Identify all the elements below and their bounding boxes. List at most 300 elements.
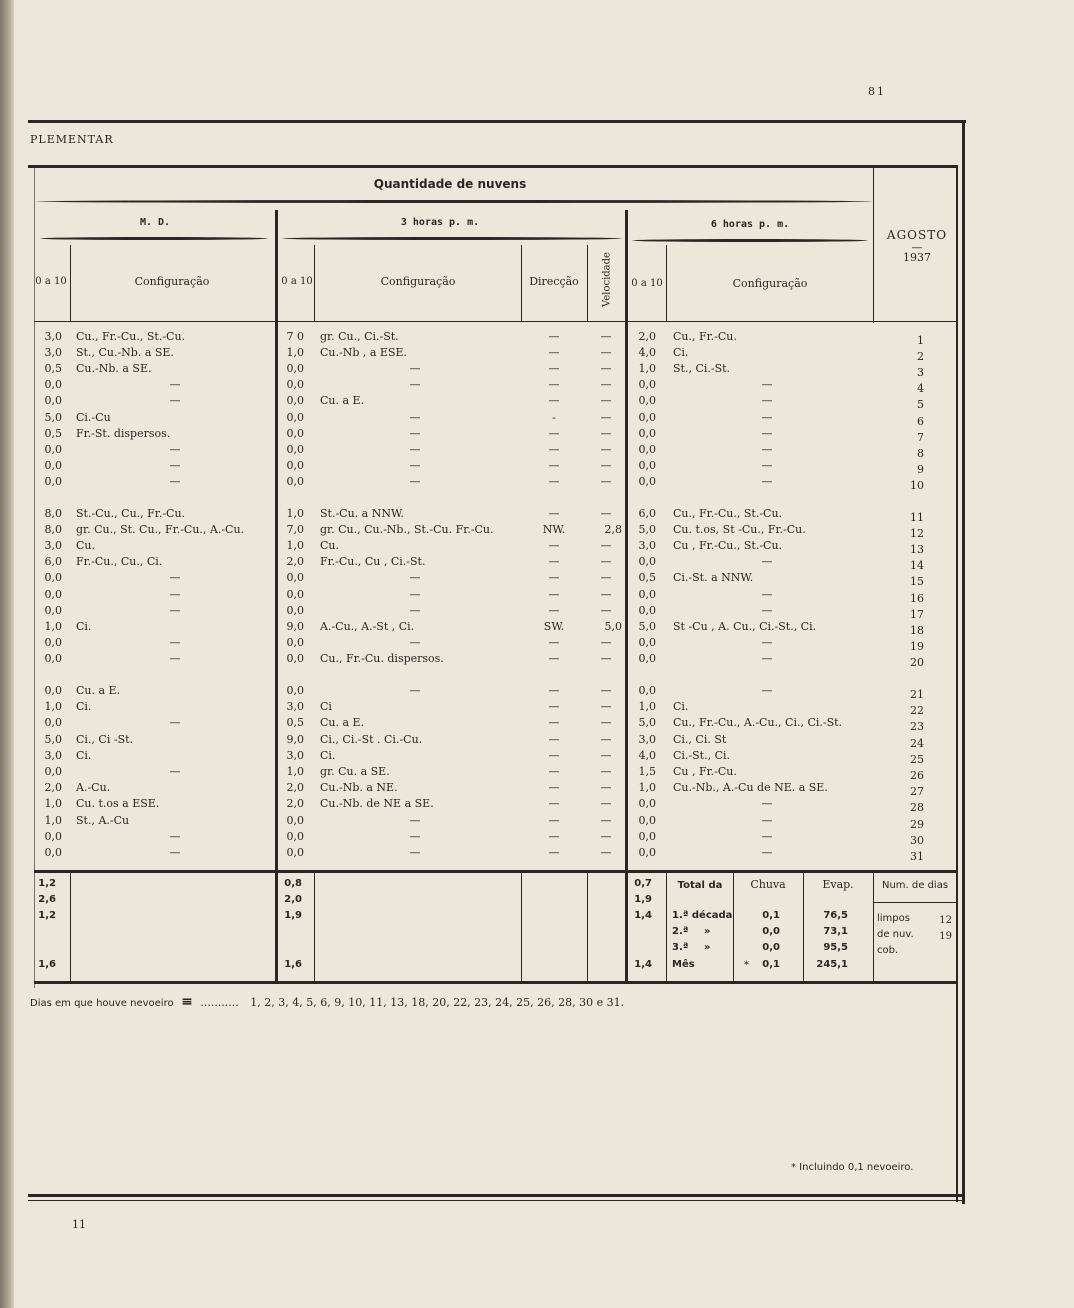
day-number: 11 (910, 511, 924, 524)
h3-header: 3 horas p. m. (400, 217, 480, 228)
md-config: — (169, 475, 181, 488)
main-header: Quantidade de nuvens (373, 177, 527, 191)
sum-rule-9 (803, 873, 804, 981)
month-col-rule (873, 168, 874, 323)
md-config: — (169, 378, 181, 391)
day-number: 12 (910, 527, 924, 540)
md-header: M. D. (139, 217, 171, 228)
h3-direction: NW. (542, 523, 566, 536)
h3-direction: — (548, 330, 560, 343)
totals-row-label: Mês (672, 959, 695, 970)
h3-quantity: 1,0 (286, 765, 304, 778)
md-quantity: 5,0 (44, 733, 62, 746)
h3-config: Cu., Fr.-Cu. dispersos. (320, 652, 444, 665)
h6-config: — (761, 684, 773, 697)
md-quantity: 3,0 (44, 330, 62, 343)
h6-config: Cu., Fr.-Cu., A.-Cu., Ci., Ci.-St. (673, 716, 843, 729)
h6-quantity: 4,0 (638, 346, 656, 359)
h3-quantity: 0,0 (286, 394, 304, 407)
day-number: 22 (910, 704, 924, 717)
totals-header-label: Total da (677, 880, 723, 891)
md-quantity: 3,0 (44, 749, 62, 762)
h3-quantity: 1,0 (286, 507, 304, 520)
md-quantity: 0,0 (44, 765, 62, 778)
h3-quantity: 7,0 (286, 523, 304, 536)
md-quantity: 6,0 (44, 555, 62, 568)
h6-config: — (761, 475, 773, 488)
h6-average: 1,4 (634, 959, 652, 970)
h3-quantity: 0,0 (286, 459, 304, 472)
day-number: 18 (910, 624, 924, 637)
md-config: Ci. (76, 620, 92, 633)
h3-quantity: 2,0 (286, 797, 304, 810)
md-config: Ci.-Cu (76, 411, 111, 424)
md-quantity: 0,0 (44, 636, 62, 649)
md-config: — (169, 716, 181, 729)
h6-quantity: 0,0 (638, 814, 656, 827)
h6-quantity: 3,0 (638, 539, 656, 552)
h3-average: 2,0 (284, 894, 302, 905)
h3-config: — (409, 571, 421, 584)
day-number: 15 (910, 575, 924, 588)
sum-rule-3 (314, 873, 315, 981)
md-config: — (169, 571, 181, 584)
h3-config: Cu. a E. (320, 394, 365, 407)
md-config: — (169, 636, 181, 649)
h6-quantity: 0,0 (638, 797, 656, 810)
h3-velocity: — (600, 571, 612, 584)
h3-quantity: 2,0 (286, 555, 304, 568)
md-config: Cu. t.os a ESE. (76, 797, 160, 810)
h6-config-label: Configuração (732, 277, 808, 290)
h3-direction: — (548, 684, 560, 697)
h3-config: — (409, 684, 421, 697)
h3-velocity: — (600, 475, 612, 488)
totals-row-evap: 245,1 (816, 959, 848, 970)
h3-config: Cu.-Nb , a ESE. (320, 346, 408, 359)
h3-scale-label: 0 a 10 (281, 276, 313, 287)
totals-row-evap: 73,1 (823, 926, 848, 937)
md-config: gr. Cu., St. Cu., Fr.-Cu., A.-Cu. (76, 523, 245, 536)
md-config: — (169, 652, 181, 665)
h6-config: — (761, 555, 773, 568)
h3-direction: — (548, 378, 560, 391)
h3-config: Cu.-Nb. de NE a SE. (320, 797, 434, 810)
num-days-label: limpos (877, 913, 910, 924)
h6-quantity: 0,0 (638, 427, 656, 440)
h6-config: — (761, 846, 773, 859)
totals-header-evap: Evap. (822, 878, 854, 891)
num-days-value: 19 (939, 931, 952, 942)
h3-velocity: — (600, 684, 612, 697)
h3-config-label: Configuração (380, 275, 456, 288)
h3-velocity: — (600, 443, 612, 456)
h6-quantity: 3,0 (638, 733, 656, 746)
h3-velocity: — (600, 539, 612, 552)
h6-quantity: 0,0 (638, 411, 656, 424)
h3-config: — (409, 830, 421, 843)
md-quantity: 0,0 (44, 475, 62, 488)
md-config: — (169, 459, 181, 472)
h3-quantity: 1,0 (286, 539, 304, 552)
h3-direction: — (548, 427, 560, 440)
h3-quantity: 0,0 (286, 443, 304, 456)
md-config: Fr.-St. dispersos. (76, 427, 171, 440)
h3-direction: — (548, 814, 560, 827)
table-top-rule (28, 165, 958, 168)
md-config: Cu., Fr.-Cu., St.-Cu. (76, 330, 186, 343)
h3-quantity: 0,0 (286, 411, 304, 424)
sum-rule-4 (521, 873, 522, 981)
totals-row-star: * (744, 960, 749, 971)
md-average: 2,6 (38, 894, 56, 905)
h6-config: — (761, 443, 773, 456)
h3-direction: — (548, 733, 560, 746)
h3-config: — (409, 427, 421, 440)
md-config: Cu.-Nb. a SE. (76, 362, 152, 375)
h6-quantity: 2,0 (638, 330, 656, 343)
month-dash: — (911, 241, 923, 254)
h3-config: gr. Cu., Ci.-St. (320, 330, 399, 343)
md-quantity: 0,5 (44, 362, 62, 375)
h6-quantity: 1,0 (638, 700, 656, 713)
h3-velocity-label-box (597, 252, 615, 312)
h3-direction: — (548, 749, 560, 762)
h3-config: Cu. (320, 539, 339, 552)
h3-config: Fr.-Cu., Cu , Ci.-St. (320, 555, 426, 568)
totals-row-rain: 0,0 (762, 942, 780, 953)
md-quantity: 1,0 (44, 814, 62, 827)
md-config: — (169, 588, 181, 601)
right-frame-rule (962, 120, 965, 1204)
h6-quantity: 0,5 (638, 571, 656, 584)
fog-dots: ........... (200, 996, 239, 1009)
md-average: 1,6 (38, 959, 56, 970)
md-quantity: 1,0 (44, 700, 62, 713)
h3-config: Cu. a E. (320, 716, 365, 729)
h6-quantity: 0,0 (638, 684, 656, 697)
day-number: 4 (917, 382, 924, 395)
h3-velocity: — (600, 700, 612, 713)
h3-direction: — (548, 394, 560, 407)
month-name: AGOSTO (886, 228, 948, 242)
totals-row-rain: 0,1 (762, 959, 780, 970)
h3-h6-divider (625, 210, 628, 872)
h3-direction: — (548, 362, 560, 375)
book-spine (0, 0, 14, 1308)
h3-velocity: — (600, 636, 612, 649)
h3-average: 1,6 (284, 959, 302, 970)
h3-quantity: 0,5 (286, 716, 304, 729)
md-config: — (169, 394, 181, 407)
h3-velocity: — (600, 394, 612, 407)
md-quantity: 0,0 (44, 588, 62, 601)
h6-config: St., Ci.-St. (673, 362, 731, 375)
h6-quantity: 0,0 (638, 555, 656, 568)
totals-header-rain: Chuva (750, 878, 786, 891)
totals-row-label: 1.ª década (672, 910, 733, 921)
h3-config: — (409, 411, 421, 424)
h6-config: Cu.-Nb., A.-Cu de NE. a SE. (673, 781, 828, 794)
main-header-brace (36, 200, 872, 203)
h6-config: Cu , Fr.-Cu., St.-Cu. (673, 539, 783, 552)
h3-inner-rule (314, 245, 315, 322)
h6-quantity: 0,0 (638, 443, 656, 456)
h3-quantity: 9,0 (286, 733, 304, 746)
num-days-label: cob. (877, 945, 899, 956)
fog-note-label: Dias em que houve nevoeiro (30, 998, 174, 1009)
md-h3-divider (275, 210, 278, 872)
h3-velocity: — (600, 555, 612, 568)
summary-bottom-rule (34, 981, 956, 984)
md-config: Cu. (76, 539, 95, 552)
md-quantity: 0,0 (44, 846, 62, 859)
md-quantity: 2,0 (44, 781, 62, 794)
md-scale-label: 0 a 10 (35, 276, 67, 287)
h3-quantity: 0,0 (286, 378, 304, 391)
h3-quantity: 7 0 (286, 330, 304, 343)
page-number: 81 (868, 85, 886, 98)
totals-row-ditto: » (704, 942, 711, 953)
h3-velocity: — (600, 604, 612, 617)
h6-average: 1,4 (634, 910, 652, 921)
h3-quantity: 9,0 (286, 620, 304, 633)
h6-quantity: 0,0 (638, 604, 656, 617)
md-brace (40, 237, 268, 240)
h3-quantity: 0,0 (286, 475, 304, 488)
h3-velocity: — (600, 846, 612, 859)
h3-velocity: 5,0 (604, 620, 622, 633)
h3-quantity: 0,0 (286, 604, 304, 617)
md-quantity: 0,0 (44, 378, 62, 391)
h3-direction: — (548, 846, 560, 859)
h3-quantity: 0,0 (286, 427, 304, 440)
sum-rule-7 (666, 873, 667, 981)
h3-quantity: 0,0 (286, 636, 304, 649)
h3-config: — (409, 814, 421, 827)
h3-quantity: 0,0 (286, 830, 304, 843)
sum-rule-10 (873, 873, 874, 981)
h3-direction: — (548, 459, 560, 472)
h3-quantity: 0,0 (286, 588, 304, 601)
md-quantity: 3,0 (44, 346, 62, 359)
md-average: 1,2 (38, 878, 56, 889)
h3-config: gr. Cu. a SE. (320, 765, 390, 778)
day-number: 25 (910, 753, 924, 766)
day-number: 20 (910, 656, 924, 669)
h3-direction: - (552, 411, 556, 424)
md-config: Cu. a E. (76, 684, 121, 697)
day-number: 1 (917, 334, 924, 347)
md-quantity: 1,0 (44, 797, 62, 810)
totals-row-ditto: » (704, 926, 711, 937)
h6-quantity: 1,0 (638, 362, 656, 375)
h6-scale-label: 0 a 10 (631, 278, 663, 289)
h3-velocity: — (600, 459, 612, 472)
md-quantity: 0,0 (44, 459, 62, 472)
h3-quantity: 3,0 (286, 700, 304, 713)
md-quantity: 0,0 (44, 604, 62, 617)
day-number: 10 (910, 479, 924, 492)
h6-config: Cu., Fr.-Cu., St.-Cu. (673, 507, 783, 520)
md-config: St.-Cu., Cu., Fr.-Cu. (76, 507, 186, 520)
day-number: 13 (910, 543, 924, 556)
day-number: 6 (917, 415, 924, 428)
sum-rule-2 (275, 873, 278, 981)
h6-config: Ci. (673, 346, 689, 359)
h3-velocity: — (600, 733, 612, 746)
h6-quantity: 1,0 (638, 781, 656, 794)
h3-velocity: — (600, 749, 612, 762)
h6-config: St -Cu , A. Cu., Ci.-St., Ci. (673, 620, 817, 633)
day-number: 23 (910, 720, 924, 733)
md-average: 1,2 (38, 910, 56, 921)
totals-row-rain: 0,0 (762, 926, 780, 937)
h3-direction-label: Direcção (529, 275, 579, 288)
md-config: — (169, 765, 181, 778)
h3-quantity: 2,0 (286, 781, 304, 794)
day-number: 28 (910, 801, 924, 814)
h3-direction: — (548, 507, 560, 520)
h3-velocity: — (600, 652, 612, 665)
md-quantity: 1,0 (44, 620, 62, 633)
day-number: 17 (910, 608, 924, 621)
h3-direction: — (548, 700, 560, 713)
h3-direction: SW. (543, 620, 565, 633)
h3-config: St.-Cu. a NNW. (320, 507, 404, 520)
h3-direction: — (548, 636, 560, 649)
h3-config: — (409, 475, 421, 488)
h3-direction: — (548, 765, 560, 778)
fog-symbol: ≡ (181, 994, 193, 1010)
h3-config: — (409, 636, 421, 649)
h3-velocity: — (600, 830, 612, 843)
md-config: A.-Cu. (76, 781, 111, 794)
md-quantity: 0,0 (44, 684, 62, 697)
h3-config: — (409, 588, 421, 601)
num-days-label: de nuv. (877, 929, 914, 940)
md-inner-rule (70, 245, 71, 322)
md-quantity: 8,0 (44, 507, 62, 520)
day-number: 29 (910, 818, 924, 831)
h6-quantity: 5,0 (638, 716, 656, 729)
md-config: — (169, 830, 181, 843)
day-number: 26 (910, 769, 924, 782)
h3-dir-rule (521, 245, 522, 322)
totals-row-label: 3.ª (672, 942, 689, 953)
h3-config: — (409, 362, 421, 375)
h3-quantity: 0,0 (286, 684, 304, 697)
totals-row-evap: 76,5 (823, 910, 848, 921)
footnote: * Incluindo 0,1 nevoeiro. (791, 1162, 914, 1173)
right-inner-rule (956, 165, 958, 1202)
h6-config: Cu. t.os, St -Cu., Fr.-Cu. (673, 523, 806, 536)
h3-quantity: 3,0 (286, 749, 304, 762)
totals-row-label: 2.ª (672, 926, 689, 937)
h3-config: — (409, 378, 421, 391)
h3-velocity: — (600, 378, 612, 391)
num-days-header: Num. de dias (881, 880, 949, 891)
fog-note (30, 994, 624, 1012)
h3-average: 0,8 (284, 878, 302, 889)
h3-velocity: — (600, 330, 612, 343)
h3-velocity: 2,8 (604, 523, 622, 536)
h6-average: 1,9 (634, 894, 652, 905)
h6-config: Ci.-St. a NNW. (673, 571, 754, 584)
md-quantity: 0,0 (44, 394, 62, 407)
header-bottom-rule (34, 321, 956, 322)
h3-direction: — (548, 346, 560, 359)
md-config: Ci. (76, 700, 92, 713)
h6-quantity: 0,0 (638, 636, 656, 649)
h6-quantity: 5,0 (638, 620, 656, 633)
md-config: — (169, 846, 181, 859)
md-quantity: 3,0 (44, 539, 62, 552)
h6-config: — (761, 797, 773, 810)
h3-direction: — (548, 781, 560, 794)
md-config: Ci., Ci -St. (76, 733, 134, 746)
md-quantity: 0,0 (44, 716, 62, 729)
h3-direction: — (548, 475, 560, 488)
h6-config: — (761, 830, 773, 843)
h6-config: — (761, 814, 773, 827)
md-config: — (169, 443, 181, 456)
h3-quantity: 0,0 (286, 652, 304, 665)
bottom-mark: 11 (72, 1218, 86, 1231)
day-number: 19 (910, 640, 924, 653)
md-quantity: 0,0 (44, 443, 62, 456)
h6-quantity: 0,0 (638, 394, 656, 407)
day-number: 21 (910, 688, 924, 701)
day-number: 3 (917, 366, 924, 379)
h3-velocity: — (600, 362, 612, 375)
h3-direction: — (548, 443, 560, 456)
h3-config: Ci (320, 700, 332, 713)
h6-config: — (761, 652, 773, 665)
h3-config: Ci. (320, 749, 336, 762)
h3-velocity: — (600, 765, 612, 778)
md-quantity: 0,5 (44, 427, 62, 440)
md-config: — (169, 604, 181, 617)
h3-direction: — (548, 830, 560, 843)
md-quantity: 0,0 (44, 571, 62, 584)
bottom-rule (28, 1194, 964, 1197)
top-rule (28, 120, 966, 123)
numdias-header-rule (873, 902, 956, 903)
h6-config: — (761, 394, 773, 407)
h6-config: — (761, 411, 773, 424)
h6-config: — (761, 604, 773, 617)
h3-velocity: — (600, 716, 612, 729)
h3-config: — (409, 443, 421, 456)
md-config: St., A.-Cu (76, 814, 130, 827)
h6-quantity: 0,0 (638, 830, 656, 843)
summary-top-rule (34, 870, 956, 873)
h6-quantity: 0,0 (638, 475, 656, 488)
h3-config: — (409, 846, 421, 859)
h6-inner-rule (666, 245, 667, 322)
h6-average: 0,7 (634, 878, 652, 889)
h6-config: — (761, 427, 773, 440)
h3-velocity: — (600, 781, 612, 794)
h3-velocity: — (600, 411, 612, 424)
md-config: Ci. (76, 749, 92, 762)
h3-quantity: 0,0 (286, 571, 304, 584)
page-title: PLEMENTAR (30, 133, 114, 146)
sum-rule-1 (70, 873, 71, 981)
month-year: 1937 (903, 251, 931, 264)
h3-quantity: 1,0 (286, 346, 304, 359)
